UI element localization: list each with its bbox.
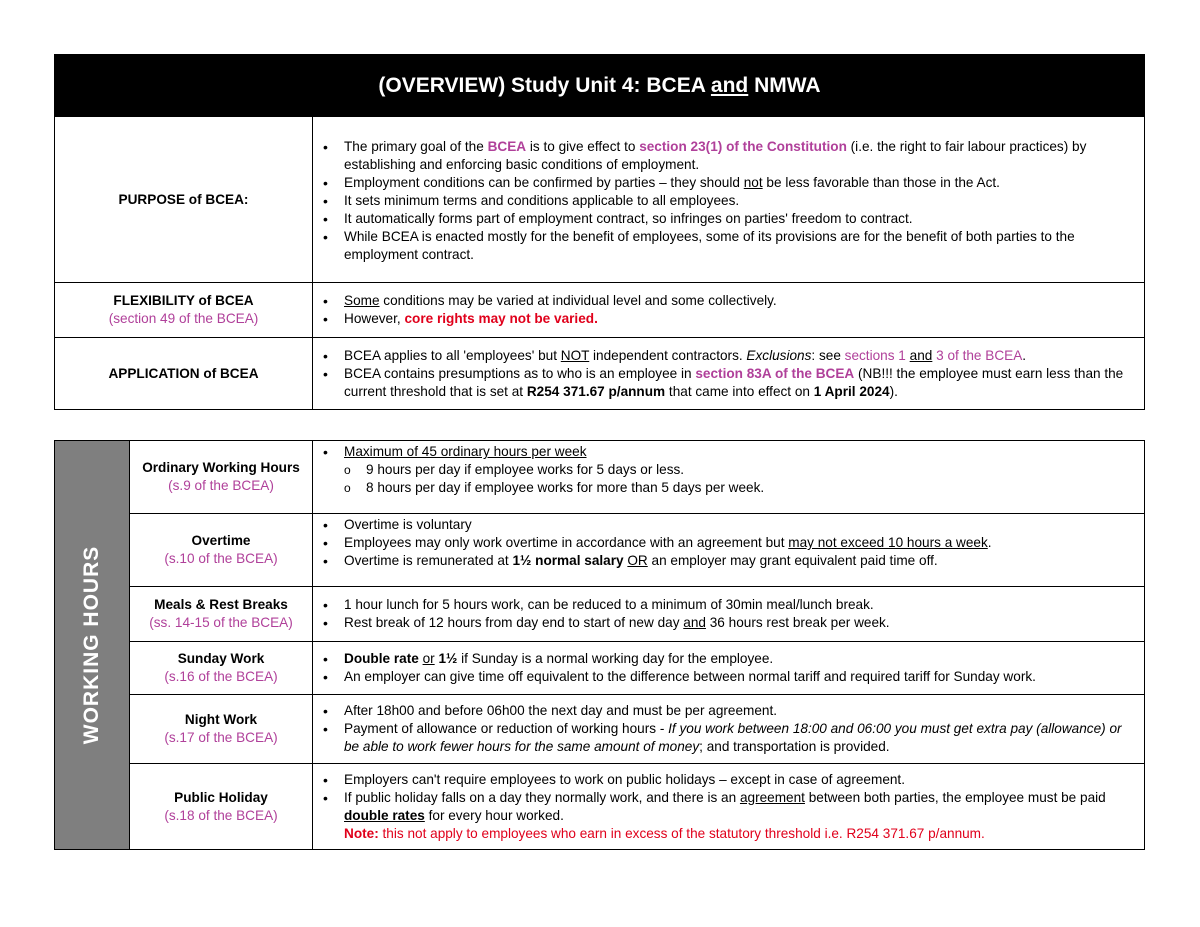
list-item: • It automatically forms part of employment contract, so infringes on parties' freedom to contract. [344,210,1138,228]
meals-rest-content [313,587,1145,642]
application-label: APPLICATION of BCEA [55,338,313,410]
overview-table [54,54,1145,410]
note-text: this not apply to employees who earn in excess of the statutory threshold i.e. R254 371.67 p/annum. [378,825,985,841]
ordinary-hours-label: Ordinary Working Hours (s.9 of the BCEA) [130,441,313,514]
list-item: • Some conditions may be varied at individual level and some collectively. [344,292,1138,310]
overtime-content [313,514,1145,587]
list-item: • BCEA applies to all 'employees' but NOT independent contractors. Exclusions: see sections 1 and 3 of the BCEA. [344,347,1138,365]
list-item: o 9 hours per day if employee works for 5 days or less. [366,461,1132,479]
public-holiday-content [313,764,1145,850]
working-hours-sidebar: WORKING HOURS [55,441,130,850]
working-hours-table [54,440,1145,850]
ordinary-hours-content [313,441,1145,514]
public-holiday-label: Public Holiday (s.18 of the BCEA) [130,764,313,850]
list-item: • Overtime is voluntary [344,516,1138,534]
list-item: • Double rate or 1½ if Sunday is a normal working day for the employee. [344,650,1138,668]
list-item: • Payment of allowance or reduction of working hours - If you work between 18:00 and 06:00 you must get extra pay (allowance) or be able to work fewer hours for the same amount of money; and transportation is provided. [344,720,1138,756]
list-item: o 8 hours per day if employee works for more than 5 days per week. [366,479,1132,497]
list-item: • After 18h00 and before 06h00 the next day and must be per agreement. [344,702,1138,720]
list-item: • Employment conditions can be confirmed by parties – they should not be less favorable than those in the Act. [344,174,1138,192]
page-title: (OVERVIEW) Study Unit 4: BCEA and NMWA [55,55,1145,117]
note-label: Note: [344,825,379,841]
list-item: • It sets minimum terms and conditions applicable to all employees. [344,192,1138,210]
meals-rest-label: Meals & Rest Breaks (ss. 14-15 of the BCEA) [130,587,313,642]
purpose-content [313,117,1145,283]
sunday-work-content [313,642,1145,695]
list-item: • Rest break of 12 hours from day end to start of new day and 36 hours rest break per week. [344,614,1138,632]
list-item: • BCEA contains presumptions as to who is an employee in section 83A of the BCEA (NB!!! the employee must earn less than the current threshold that is set at R254 371.67 p/annum that came into effect on 1 April 2024). [344,365,1138,401]
flexibility-content [313,283,1145,338]
list-item: • 1 hour lunch for 5 hours work, can be reduced to a minimum of 30min meal/lunch break. [344,596,1138,614]
list-item: • While BCEA is enacted mostly for the benefit of employees, some of its provisions are for the benefit of both parties to the employment contract. [344,228,1138,264]
flexibility-label: FLEXIBILITY of BCEA (section 49 of the BCEA) [55,283,313,338]
night-work-label: Night Work (s.17 of the BCEA) [130,695,313,764]
sunday-work-label: Sunday Work (s.16 of the BCEA) [130,642,313,695]
list-item: • Employers can't require employees to work on public holidays – except in case of agreement. [344,771,1138,789]
night-work-content [313,695,1145,764]
list-item: • Overtime is remunerated at 1½ normal salary OR an employer may grant equivalent paid time off. [344,552,1138,570]
purpose-label: PURPOSE of BCEA: [55,117,313,283]
list-item: • Employees may only work overtime in accordance with an agreement but may not exceed 10 hours a week. [344,534,1138,552]
application-content [313,338,1145,410]
list-item: • However, core rights may not be varied. [344,310,1138,328]
list-item: • If public holiday falls on a day they normally work, and there is an agreement between both parties, the employee must be paid double rates for every hour worked. Note: this not apply to employees who earn in excess of the statutory threshold i.e. R254 371.67 p/annum. [344,789,1138,843]
overtime-label: Overtime (s.10 of the BCEA) [130,514,313,587]
list-item: • The primary goal of the BCEA is to give effect to section 23(1) of the Constitution (i.e. the right to fair labour practices) by establishing and enforcing basic conditions of employment. [344,138,1138,174]
list-item: • Maximum of 45 ordinary hours per week o 9 hours per day if employee works for 5 days or less. o 8 hours per day if employee works for more than 5 days per week. [344,443,1138,497]
list-item: • An employer can give time off equivalent to the difference between normal tariff and required tariff for Sunday work. [344,668,1138,686]
